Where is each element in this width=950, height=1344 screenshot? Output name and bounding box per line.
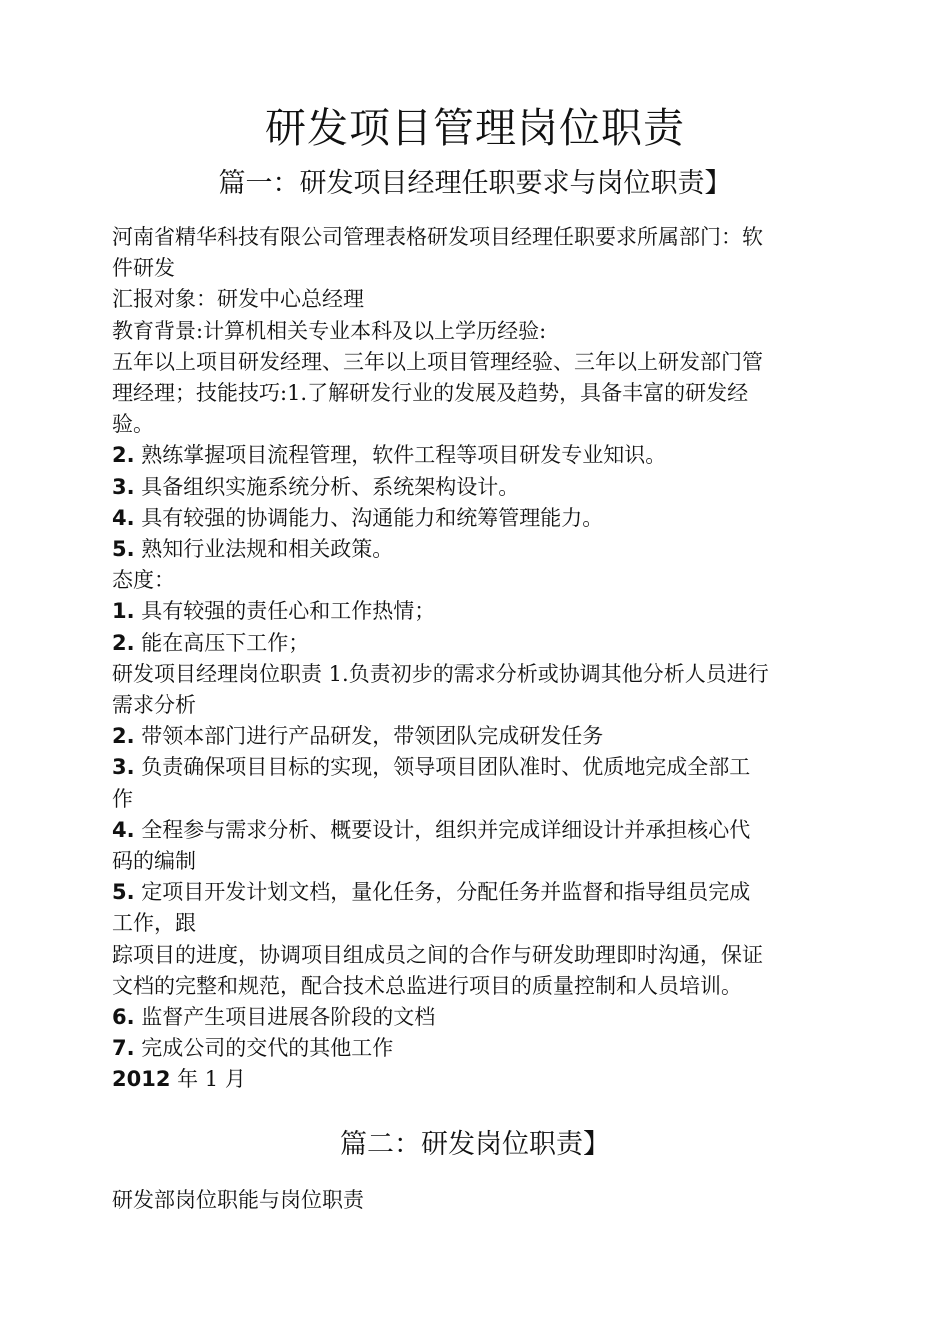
date-line: 2012 年 1 月 bbox=[112, 1067, 246, 1092]
list-item: 2. 能在高压下工作； bbox=[112, 630, 310, 655]
section-1-heading: 篇一：研发项目经理任职要求与岗位职责】 bbox=[218, 168, 732, 199]
list-item: 2. 熟练掌握项目流程管理，软件工程等项目研发专业知识。 bbox=[112, 443, 667, 468]
list-item: 4. 全程参与需求分析、概要设计，组织并完成详细设计并承担核心代 bbox=[112, 817, 751, 842]
text-line: 需求分析 bbox=[112, 693, 196, 718]
list-item: 5. 定项目开发计划文档，量化任务，分配任务并监督和指导组员完成 bbox=[112, 880, 751, 905]
text-line: 件研发 bbox=[112, 256, 175, 281]
text-line: 理经理；技能技巧:1.了解研发行业的发展及趋势，具备丰富的研发经 bbox=[112, 381, 749, 406]
text-line: 踪项目的进度，协调项目组成员之间的合作与研发助理即时沟通，保证 bbox=[112, 942, 763, 967]
text-line: 工作，跟 bbox=[112, 911, 196, 936]
text-line: 五年以上项目研发经理、三年以上项目管理经验、三年以上研发部门管 bbox=[112, 349, 763, 374]
section-2-heading: 篇二：研发岗位职责】 bbox=[340, 1129, 610, 1160]
text-line: 态度： bbox=[112, 568, 175, 593]
text-line: 作 bbox=[112, 786, 133, 811]
text-line: 码的编制 bbox=[112, 849, 196, 874]
list-item: 1. 具有较强的责任心和工作热情； bbox=[112, 599, 436, 624]
list-item: 3. 负责确保项目目标的实现，领导项目团队准时、优质地完成全部工 bbox=[112, 755, 751, 780]
list-item: 6. 监督产生项目进展各阶段的文档 bbox=[112, 1005, 436, 1030]
text-line: 验。 bbox=[112, 412, 154, 437]
document-title: 研发项目管理岗位职责 bbox=[265, 104, 685, 152]
section-1-body bbox=[112, 222, 842, 1096]
list-item: 3. 具备组织实施系统分析、系统架构设计。 bbox=[112, 474, 520, 499]
text-line: 汇报对象：研发中心总经理 bbox=[112, 287, 364, 312]
text-line: 研发项目经理岗位职责 1.负责初步的需求分析或协调其他分析人员进行 bbox=[112, 661, 769, 686]
list-item: 5. 熟知行业法规和相关政策。 bbox=[112, 537, 394, 562]
text-line: 河南省精华科技有限公司管理表格研发项目经理任职要求所属部门：软 bbox=[112, 225, 763, 249]
text-line: 文档的完整和规范，配合技术总监进行项目的质量控制和人员培训。 bbox=[112, 973, 742, 998]
list-item: 2. 带领本部门进行产品研发，带领团队完成研发任务 bbox=[112, 724, 604, 749]
text-line: 教育背景:计算机相关专业本科及以上学历经验: bbox=[112, 318, 547, 343]
section-2-text: 研发部岗位职能与岗位职责 bbox=[112, 1188, 364, 1212]
list-item: 4. 具有较强的协调能力、沟通能力和统筹管理能力。 bbox=[112, 505, 604, 530]
list-item: 7. 完成公司的交代的其他工作 bbox=[112, 1036, 394, 1061]
